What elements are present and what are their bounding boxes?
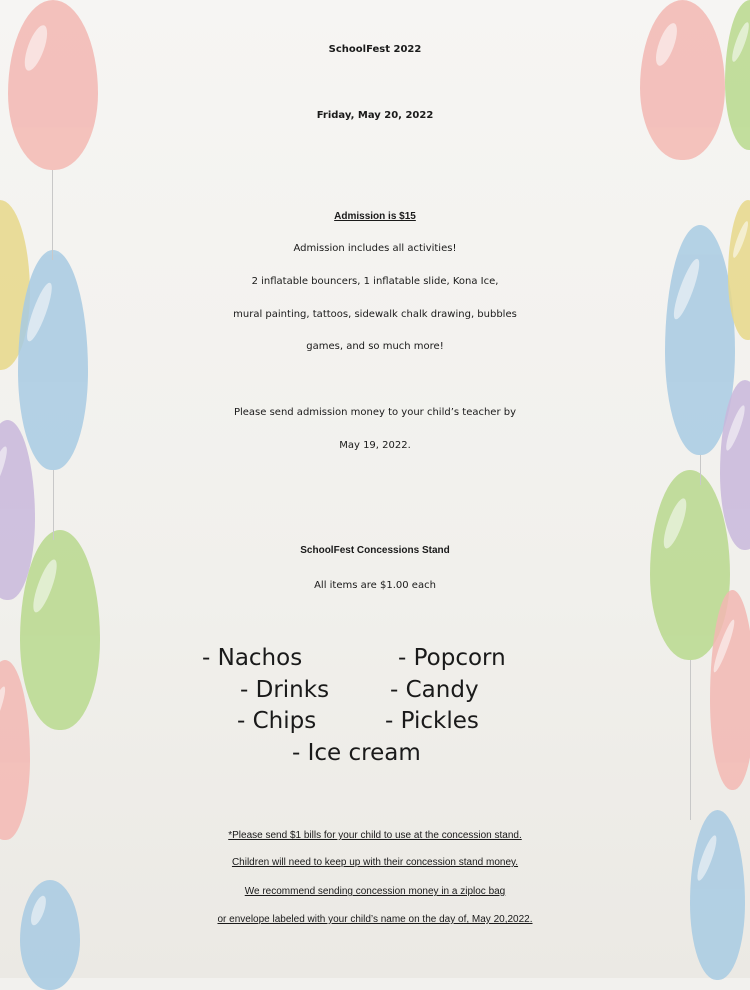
balloon-pink-top-right bbox=[640, 0, 725, 160]
balloon-pink-top-left bbox=[8, 0, 98, 170]
payment-deadline: May 19, 2022. bbox=[339, 440, 411, 451]
concession-item: - Pickles bbox=[385, 708, 479, 734]
balloon-green-left bbox=[20, 530, 100, 730]
admission-line: 2 inflatable bouncers, 1 inflatable slide, Kona Ice, bbox=[251, 276, 499, 287]
admission-line: games, and so much more! bbox=[306, 341, 444, 352]
note-line: We recommend sending concession money in a ziploc bag bbox=[244, 886, 506, 897]
concessions-price: All items are $1.00 each bbox=[314, 580, 436, 591]
concession-item: - Drinks bbox=[240, 677, 330, 703]
note-line: *Please send $1 bills for your child to use at the concession stand. bbox=[228, 830, 522, 841]
event-title: SchoolFest 2022 bbox=[328, 44, 422, 55]
admission-heading: Admission is $15 bbox=[334, 211, 416, 222]
balloon-string bbox=[690, 660, 691, 820]
concessions-heading: SchoolFest Concessions Stand bbox=[300, 545, 450, 556]
concession-item: - Popcorn bbox=[398, 645, 506, 671]
balloon-string bbox=[53, 470, 54, 540]
payment-line: Please send admission money to your child’s teacher by bbox=[233, 407, 517, 418]
balloon-pink-right bbox=[710, 590, 750, 790]
concession-item: - Chips bbox=[237, 708, 317, 734]
concession-item: - Ice cream bbox=[292, 740, 421, 766]
note-line: or envelope labeled with your child’s name on the day of, May 20,2022. bbox=[217, 914, 533, 925]
concession-item: - Candy bbox=[390, 677, 479, 703]
balloon-green-top-right bbox=[725, 0, 750, 150]
admission-line: Admission includes all activities! bbox=[293, 243, 457, 254]
balloon-string bbox=[700, 455, 701, 485]
concession-item: - Nachos bbox=[202, 645, 303, 671]
admission-line: mural painting, tattoos, sidewalk chalk drawing, bubbles bbox=[233, 309, 517, 320]
event-date: Friday, May 20, 2022 bbox=[316, 110, 434, 121]
note-line: Children will need to keep up with their concession stand money. bbox=[231, 857, 519, 868]
